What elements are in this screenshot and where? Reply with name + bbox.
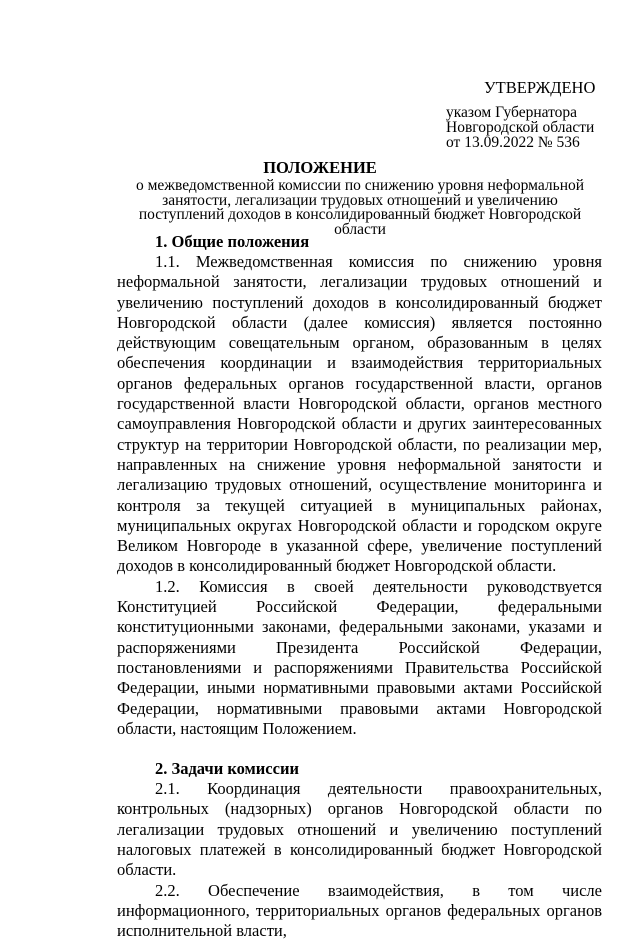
approval-line: Новгородской области	[446, 119, 595, 136]
document-title: ПОЛОЖЕНИЕ	[263, 158, 377, 177]
paragraph: 2.2. Обеспечение взаимодействия, в том числе информационного, территориальных органов федеральных органов исполнительной власти,	[117, 880, 602, 941]
section-spacer	[117, 739, 602, 759]
paragraph: 1.1. Межведомственная комиссия по снижению уровня неформальной занятости, легализации трудовых отношений и увеличению поступлений доходов в консолидированный бюджет Новгородской области (далее комиссия) является постоянно действующим совещательным органом, образованным в целях обеспечения координации и взаимодействия территориальных органов федеральных органов государственной власти, органов государственной власти Новгородской области, органов местного самоуправления Новгородской области и других заинтересованных структур на территории Новгородской области, по реализации мер, направленных на снижение уровня неформальной занятости и легализацию трудовых отношений, осуществление мониторинга и контроля за текущей ситуацией в муниципальных районах, муниципальных округах Новгородской области и городском округе Великом Новгороде в указанной сфере, увеличение поступлений доходов в консолидированный бюджет Новгородской области.	[117, 252, 602, 576]
approval-title: УТВЕРЖДЕНО	[484, 78, 596, 97]
approval-stamp	[446, 80, 595, 150]
approval-line: указом Губернатора	[446, 104, 578, 121]
section-heading: 1. Общие положения	[155, 232, 310, 251]
document-subtitle: о межведомственной комиссии по снижению уровня неформальной занятости, легализации трудовых отношений и увеличению поступлений доходов в консолидированный бюджет Новгородской области	[135, 177, 585, 238]
paragraph: 1.2. Комиссия в своей деятельности руководствуется Конституцией Российской Федерации, федеральными конституционными законами, федеральными законами, указами и распоряжениями Президента Российской Федерации, постановлениями и распоряжениями Правительства Российской Федерации, иными нормативными правовыми актами Российской Федерации, нормативными правовыми актами Новгородской области, настоящим Положением.	[117, 576, 602, 738]
approval-line: от 13.09.2022 № 536	[446, 134, 580, 151]
document-body	[117, 232, 602, 942]
section-heading: 2. Задачи комиссии	[155, 759, 299, 779]
paragraph: 2.1. Координация деятельности правоохранительных, контрольных (надзорных) органов Новгородской области по легализации трудовых отношений и увеличению поступлений налоговых платежей в консолидированный бюджет Новгородской области.	[117, 779, 602, 880]
